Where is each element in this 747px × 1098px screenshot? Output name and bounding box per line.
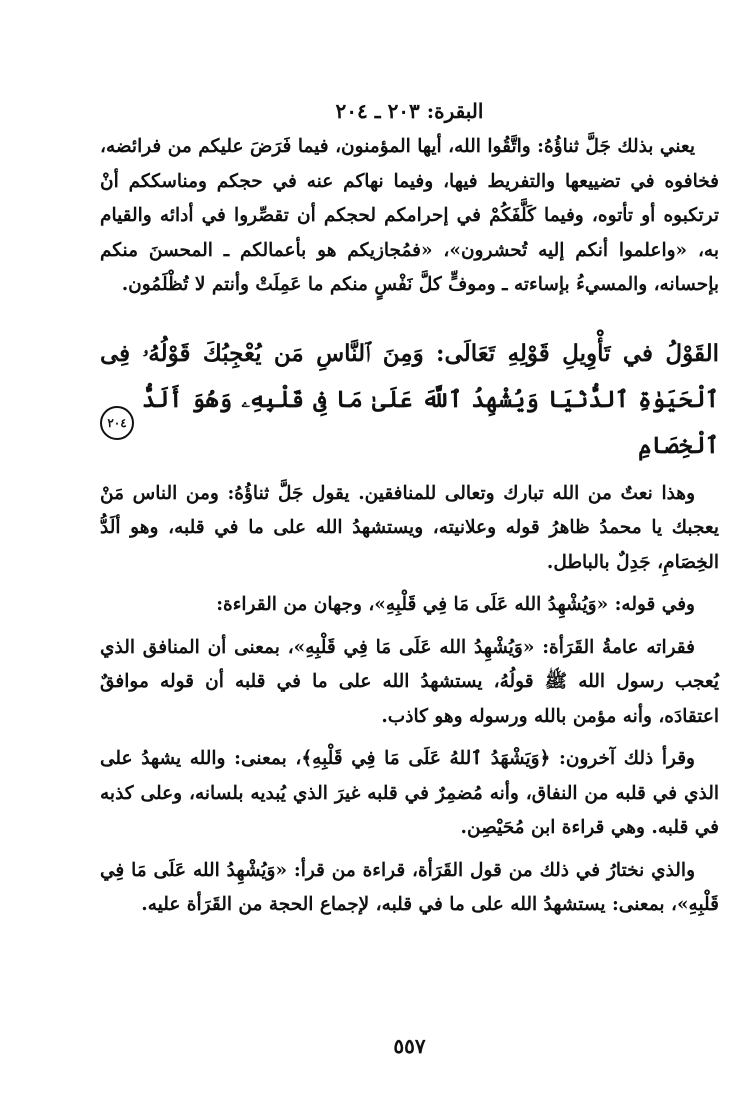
paragraph: وهذا نعتٌ من الله تبارك وتعالى للمنافقين. يقول جَلَّ ثناؤُهُ: ومن الناس مَنْ يعجبك يا محمدُ ظاهرُ قوله وعلانيته، ويستشهدُ الله على ما في قلبه، وهو ألَدُّ الخِصَامِ، جَدِلٌ بالباطل.: [100, 482, 719, 573]
page-number: ٥٥٧: [393, 1034, 426, 1058]
paragraph: يعني بذلك جَلَّ ثناؤُهُ: واتَّقُوا الله، أيها المؤمنون، فيما فَرَضَ عليكم من فرائضه، فخافوه في تضييعها والتفريط فيها، وفيما نهاكم عنه في حجكم ومناسككم أنْ ترتكبوه أو تأتوه، وفيما كَلَّفَكُمْ في إحرامكم لحجكم أن تقصِّروا في أدائه والقيام به، «واعلموا أنكم إليه تُحشرون»، «فمُجازيكم هو بأعمالكم ـ المحسنَ منكم بإحسانه، والمسيءُ بإساءته ـ وموفٍّ كلَّ نَفْسٍ منكم ما عَمِلَتْ وأنتم لا تُظْلَمُون.: [100, 136, 719, 295]
heading-line-1: [100, 331, 719, 377]
heading-text-2: ٱلْحَيَوٰةِ ٱلدُّنْيَا وَيُشْهِدُ ٱللَّهَ عَلَىٰ مَا فِى قَلْبِهِۦ وَهُوَ أَلَدُّ ٱلْخِصَامِ: [142, 385, 719, 459]
paragraph: فقراته عامةُ القَرَأة: «وَيُشْهِدُ الله عَلَى مَا فِي قَلْبِهِ»، بمعنى أن المنافق الذي يُعجب رسول الله ﷺ قولُهُ، يستشهدُ الله على ما في قلبه أن قوله موافقٌ اعتقادَه، وأنه مؤمن بالله ورسوله وهو كاذب.: [100, 636, 719, 727]
paragraph: وقرأ ذلك آخرون: ﴿وَيَشْهَدُ ٱللهُ عَلَى مَا فِي قَلْبِهِ﴾، بمعنى: والله يشهدُ على الذي في قلبه من النفاق، وأنه مُضمِرٌ في قلبه غيرَ الذي يُبديه بلسانه، وعلى كذبه في قلبه. وهي قراءة ابن مُحَيْصِن.: [100, 748, 719, 838]
running-header: البقرة: ٢٠٣ ـ ٢٠٤: [335, 99, 484, 123]
section-heading: [100, 331, 719, 469]
paragraph: وفي قوله: «وَيُشْهِدُ الله عَلَى مَا فِي قَلْبِهِ»، وجهان من القراءة:: [216, 594, 695, 615]
ayah-number-mark: ٢٠٤: [100, 406, 134, 440]
paragraph: والذي نختارُ في ذلك من قول القَرَأة، قراءة من قرأ: «وَيُشْهِدُ الله عَلَى مَا فِي قَلْبِهِ»، بمعنى: يستشهدُ الله على ما في قلبه، لإجماع الحجة من القَرَأة عليه.: [100, 859, 719, 915]
heading-text-1: القَوْلُ في تَأْوِيلِ قَوْلِهِ تَعَالَى: وَمِنَ ٱلنَّاسِ مَن يُعْجِبُكَ قَوْلُهُۥ فِى: [100, 339, 719, 367]
book-page: [100, 92, 719, 1058]
heading-line-2: [100, 377, 719, 469]
